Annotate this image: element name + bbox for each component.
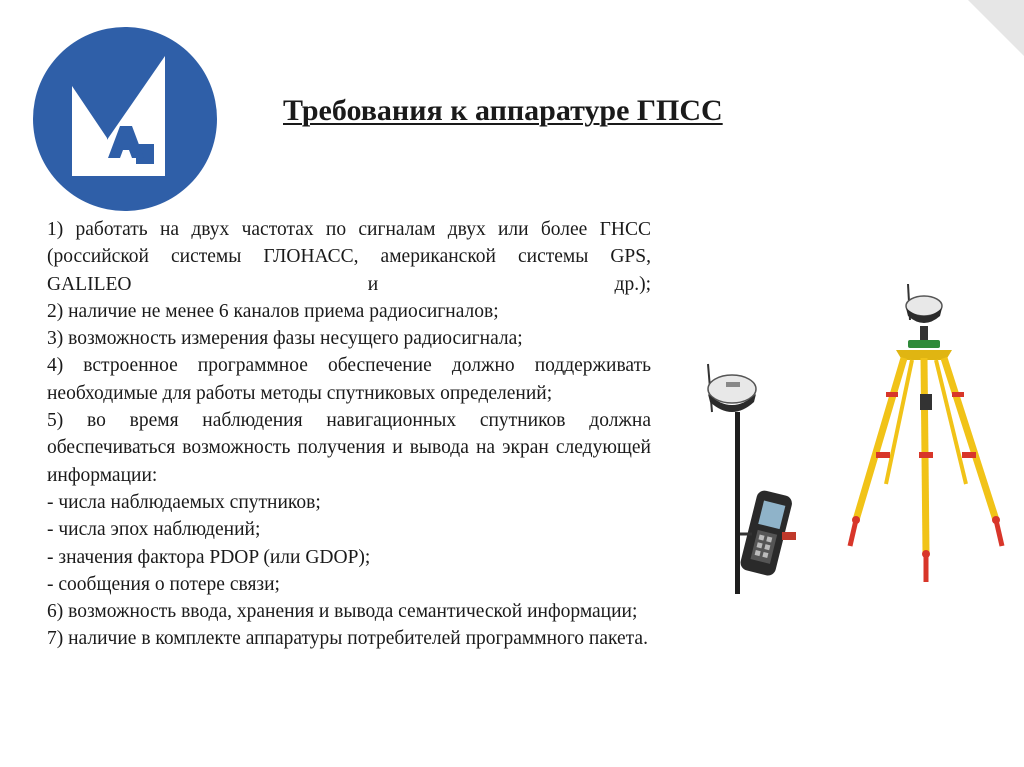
list-item: 4) встроенное программное обеспечение должно поддерживать необходимые для работы методы спутниковых определений; (47, 355, 651, 404)
list-item: - числа эпох наблюдений; (47, 519, 261, 541)
requirements-list (47, 216, 651, 653)
list-item: 2) наличие не менее 6 каналов приема радиосигналов; (47, 300, 499, 322)
list-item: - числа наблюдаемых спутников; (47, 491, 321, 513)
list-item: 1) работать на двух частотах по сигналам двух или более ГНСС (российской системы ГЛОНАСС, американской системы GPS, GALILEO и др.); (47, 219, 651, 295)
gnss-receiver-tripod-illustration (690, 284, 1010, 596)
list-item: - значения фактора PDOP (или GDOP); (47, 546, 371, 568)
university-emblem-icon (32, 26, 218, 212)
list-item: 7) наличие в комплекте аппаратуры потребителей программного пакета. (47, 628, 648, 650)
list-item: - сообщения о потере связи; (47, 573, 280, 595)
list-item: 6) возможность ввода, хранения и вывода семантической информации; (47, 601, 638, 623)
list-item: 3) возможность измерения фазы несущего радиосигнала; (47, 328, 523, 350)
page-title: Требования к аппаратуре ГПСС (283, 94, 723, 127)
list-item: 5) во время наблюдения навигационных спутников должна обеспечиваться возможность получения и вывода на экран следующей информации: (47, 410, 651, 486)
page-corner-fold (968, 0, 1024, 56)
